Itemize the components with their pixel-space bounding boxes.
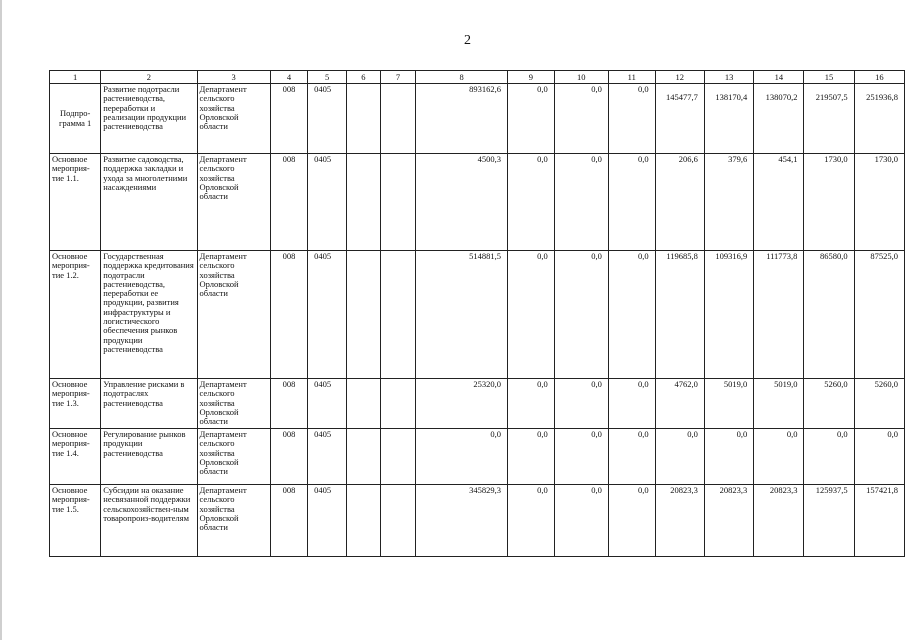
header-cell: 10 [554,71,608,84]
empty-cell [380,379,416,429]
value-cell: 0,0 [554,84,608,154]
grbs-code: 008 [270,251,307,379]
value-cell: 0,0 [704,429,753,485]
value-cell: 87525,0 [854,251,904,379]
value-cell: 0,0 [608,154,655,251]
value-cell: 893162,6 [416,84,508,154]
value-cell: 0,0 [608,429,655,485]
header-cell: 6 [347,71,381,84]
header-cell: 12 [655,71,704,84]
row-label: Основное мероприя-тие 1.2. [50,251,101,379]
row-label: Основное мероприя-тие 1.4. [50,429,101,485]
value-cell: 454,1 [754,154,804,251]
value-cell: 20823,3 [704,485,753,557]
section-code: 0405 [308,84,347,154]
value-cell: 5019,0 [704,379,753,429]
value-cell: 0,0 [608,485,655,557]
value-cell: 109316,9 [704,251,753,379]
value-cell: 206,6 [655,154,704,251]
table-row [50,429,905,485]
value-cell: 0,0 [507,154,554,251]
program-budget-table [49,70,905,557]
value-cell: 5260,0 [854,379,904,429]
empty-cell [347,154,381,251]
section-code: 0405 [308,154,347,251]
value-cell: 5019,0 [754,379,804,429]
value-cell: 20823,3 [655,485,704,557]
value-cell: 86580,0 [804,251,854,379]
value-cell: 4500,3 [416,154,508,251]
header-cell: 7 [380,71,416,84]
empty-cell [380,154,416,251]
table-row [50,154,905,251]
value-cell: 25320,0 [416,379,508,429]
value-cell: 0,0 [507,251,554,379]
value-cell: 0,0 [554,251,608,379]
grbs-code: 008 [270,379,307,429]
empty-cell [347,429,381,485]
table-row [50,485,905,557]
value-cell: 157421,8 [854,485,904,557]
value-cell: 0,0 [507,485,554,557]
empty-cell [380,251,416,379]
measure-name: Субсидии на оказание несвязанной поддержки сельскохозяйствен-ным товаропроиз-водителям [101,485,197,557]
value-cell: 0,0 [608,251,655,379]
executor: Департамент сельского хозяйства Орловской области [197,429,270,485]
section-code: 0405 [308,379,347,429]
table-row [50,251,905,379]
value-cell: 5260,0 [804,379,854,429]
value-cell: 0,0 [507,84,554,154]
scan-edge [0,0,2,640]
value-cell: 0,0 [554,429,608,485]
value-cell: 138170,4 [704,84,753,154]
header-cell: 9 [507,71,554,84]
executor: Департамент сельского хозяйства Орловской области [197,379,270,429]
value-cell: 0,0 [507,429,554,485]
value-cell: 145477,7 [655,84,704,154]
grbs-code: 008 [270,84,307,154]
value-cell: 0,0 [416,429,508,485]
row-label: Основное мероприя-тие 1.3. [50,379,101,429]
row-label: Основное мероприя-тие 1.5. [50,485,101,557]
table-row [50,84,905,154]
header-cell: 16 [854,71,904,84]
empty-cell [347,485,381,557]
header-cell: 14 [754,71,804,84]
grbs-code: 008 [270,485,307,557]
header-cell: 3 [197,71,270,84]
row-label: Подпро-грамма 1 [50,84,101,154]
header-cell: 11 [608,71,655,84]
value-cell: 0,0 [754,429,804,485]
value-cell: 345829,3 [416,485,508,557]
value-cell: 138070,2 [754,84,804,154]
empty-cell [380,485,416,557]
value-cell: 379,6 [704,154,753,251]
value-cell: 251936,8 [854,84,904,154]
executor: Департамент сельского хозяйства Орловской области [197,251,270,379]
value-cell: 4762,0 [655,379,704,429]
header-cell: 13 [704,71,753,84]
value-cell: 125937,5 [804,485,854,557]
column-number-row [50,71,905,84]
header-cell: 15 [804,71,854,84]
value-cell: 111773,8 [754,251,804,379]
measure-name: Государственная поддержка кредитования подотрасли растениеводства, переработки ее продукции, развития инфраструктуры и логистического обеспечения рынков продукции растениеводства [101,251,197,379]
value-cell: 0,0 [507,379,554,429]
header-cell: 8 [416,71,508,84]
row-label: Основное мероприя-тие 1.1. [50,154,101,251]
value-cell: 1730,0 [854,154,904,251]
value-cell: 514881,5 [416,251,508,379]
empty-cell [347,84,381,154]
value-cell: 20823,3 [754,485,804,557]
measure-name: Развитие садоводства, поддержка закладки и ухода за многолетними насаждениями [101,154,197,251]
value-cell: 0,0 [655,429,704,485]
executor: Департамент сельского хозяйства Орловской области [197,84,270,154]
value-cell: 0,0 [608,379,655,429]
executor: Департамент сельского хозяйства Орловской области [197,154,270,251]
grbs-code: 008 [270,429,307,485]
empty-cell [380,429,416,485]
measure-name: Регулирование рынков продукции растениеводства [101,429,197,485]
value-cell: 1730,0 [804,154,854,251]
table-row [50,379,905,429]
measure-name: Управление рисками в подотраслях растениеводства [101,379,197,429]
section-code: 0405 [308,485,347,557]
section-code: 0405 [308,251,347,379]
value-cell: 0,0 [854,429,904,485]
measure-name: Развитие подотрасли растениеводства, переработки и реализации продукции растениеводства [101,84,197,154]
value-cell: 119685,8 [655,251,704,379]
value-cell: 0,0 [554,379,608,429]
value-cell: 219507,5 [804,84,854,154]
value-cell: 0,0 [554,485,608,557]
header-cell: 5 [308,71,347,84]
header-cell: 1 [50,71,101,84]
grbs-code: 008 [270,154,307,251]
page-number: 2 [464,33,471,48]
value-cell: 0,0 [554,154,608,251]
header-cell: 2 [101,71,197,84]
empty-cell [347,251,381,379]
value-cell: 0,0 [804,429,854,485]
value-cell: 0,0 [608,84,655,154]
executor: Департамент сельского хозяйства Орловской области [197,485,270,557]
empty-cell [347,379,381,429]
section-code: 0405 [308,429,347,485]
empty-cell [380,84,416,154]
header-cell: 4 [270,71,307,84]
